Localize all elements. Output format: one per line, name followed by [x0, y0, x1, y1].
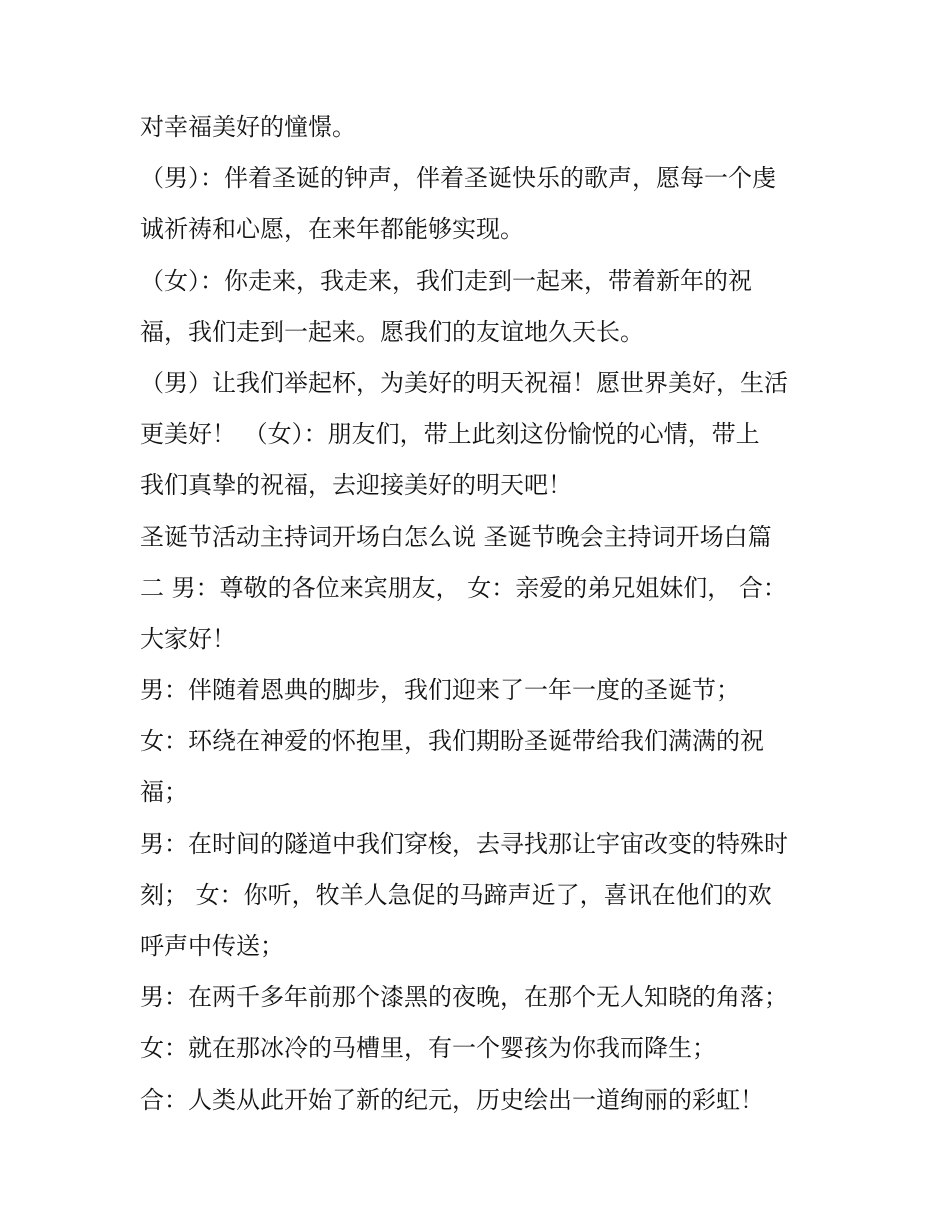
text-line: （女）：你走来，我走来，我们走到一起来，带着新年的祝 [140, 266, 752, 295]
text-line: 福； [140, 778, 188, 807]
text-line: 对幸福美好的憧憬。 [140, 113, 356, 141]
section-heading-line: 圣诞节活动主持词开场白怎么说 圣诞节晚会主持词开场白篇 [140, 522, 772, 551]
text-line: 男：在两千多年前那个漆黑的夜晚，在那个无人知晓的角落； [140, 983, 788, 1012]
text-line: 福，我们走到一起来。愿我们的友谊地久天长。 [140, 317, 644, 346]
text-line: 我们真挚的祝福，去迎接美好的明天吧！ [140, 471, 572, 500]
text-line: 诚祈祷和心愿，在来年都能够实现。 [140, 215, 524, 244]
text-line: 大家好！ [140, 624, 236, 653]
text-line: （男）：伴着圣诞的钟声，伴着圣诞快乐的歌声，愿每一个虔 [140, 164, 776, 193]
text-line: （男）让我们举起杯，为美好的明天祝福！愿世界美好，生活 [140, 368, 788, 397]
document-body [140, 102, 820, 1126]
text-line: 二 男：尊敬的各位来宾朋友， 女：亲爱的弟兄姐妹们， 合： [140, 573, 787, 602]
text-line: 呼声中传送； [140, 932, 284, 960]
text-line: 刻； 女：你听，牧羊人急促的马蹄声近了，喜讯在他们的欢 [140, 880, 772, 909]
text-line: 男：伴随着恩典的脚步，我们迎来了一年一度的圣诞节； [140, 676, 740, 705]
text-line: 合：人类从此开始了新的纪元，历史绘出一道绚丽的彩虹！ [140, 1085, 764, 1114]
text-line: 更美好！ （女）：朋友们，带上此刻这份愉悦的心情，带上 [140, 420, 760, 449]
text-line: 女：就在那冰冷的马槽里，有一个婴孩为你我而降生； [140, 1034, 716, 1063]
text-line: 女：环绕在神爱的怀抱里，我们期盼圣诞带给我们满满的祝 [140, 727, 764, 756]
text-line: 男：在时间的隧道中我们穿梭，去寻找那让宇宙改变的特殊时 [140, 829, 788, 858]
